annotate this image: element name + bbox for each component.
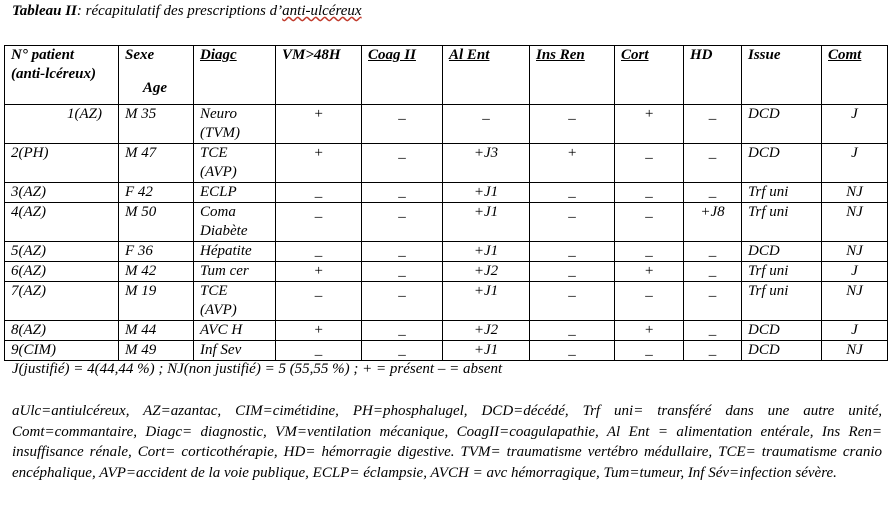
- cell-issue: Trf uni: [742, 183, 822, 203]
- cell-insren: _: [530, 242, 615, 262]
- cell-vm: _: [276, 203, 362, 242]
- cell-insren: _: [530, 203, 615, 242]
- cell-insren: _: [530, 282, 615, 321]
- cell-vm: _: [276, 341, 362, 361]
- cell-comt: NJ: [822, 282, 888, 321]
- cell-cort: +: [615, 321, 684, 341]
- cell-hd: _: [684, 262, 742, 282]
- header-alent: Al Ent: [443, 46, 530, 105]
- cell-sexe-age: M 42: [119, 262, 194, 282]
- cell-cort: +: [615, 105, 684, 144]
- table-caption: [12, 2, 362, 20]
- cell-coag: _: [362, 341, 443, 361]
- cell-comt: J: [822, 262, 888, 282]
- cell-insren: _: [530, 105, 615, 144]
- cell-cort: _: [615, 144, 684, 183]
- cell-insren: _: [530, 262, 615, 282]
- cell-patient: 1(AZ): [5, 105, 119, 144]
- cell-comt: J: [822, 321, 888, 341]
- cell-issue: Trf uni: [742, 203, 822, 242]
- header-comt: Comt: [822, 46, 888, 105]
- cell-hd: _: [684, 282, 742, 321]
- cell-comt: NJ: [822, 203, 888, 242]
- caption-text: : récapitulatif des prescriptions d’: [76, 3, 283, 19]
- header-coag: Coag II: [362, 46, 443, 105]
- cell-coag: _: [362, 203, 443, 242]
- cell-vm: +: [276, 262, 362, 282]
- cell-patient: 8(AZ): [5, 321, 119, 341]
- header-issue: Issue: [742, 46, 822, 105]
- cell-patient: 6(AZ): [5, 262, 119, 282]
- cell-patient: 9(CIM): [5, 341, 119, 361]
- cell-patient: 4(AZ): [5, 203, 119, 242]
- cell-issue: DCD: [742, 144, 822, 183]
- cell-alent: +J1: [443, 341, 530, 361]
- header-sexe-age: Sexe Age: [119, 46, 194, 105]
- cell-diagnostic: TCE (AVP): [194, 282, 276, 321]
- table-row: [5, 144, 888, 183]
- cell-insren: +: [530, 144, 615, 183]
- table-header-row: [5, 46, 888, 105]
- header-insren: Ins Ren: [530, 46, 615, 105]
- cell-cort: _: [615, 242, 684, 262]
- cell-issue: DCD: [742, 242, 822, 262]
- table-row: [5, 203, 888, 242]
- cell-alent: +J1: [443, 282, 530, 321]
- table-row: [5, 105, 888, 144]
- cell-issue: Trf uni: [742, 262, 822, 282]
- cell-vm: _: [276, 282, 362, 321]
- cell-diagnostic: Coma Diabète: [194, 203, 276, 242]
- cell-coag: _: [362, 242, 443, 262]
- cell-vm: +: [276, 321, 362, 341]
- header-patient: N° patient (anti-lcéreux): [5, 46, 119, 105]
- cell-sexe-age: M 44: [119, 321, 194, 341]
- cell-sexe-age: M 47: [119, 144, 194, 183]
- cell-diagnostic: Neuro (TVM): [194, 105, 276, 144]
- cell-vm: _: [276, 242, 362, 262]
- cell-patient: 2(PH): [5, 144, 119, 183]
- cell-vm: _: [276, 183, 362, 203]
- cell-cort: +: [615, 262, 684, 282]
- cell-hd: _: [684, 341, 742, 361]
- cell-vm: +: [276, 105, 362, 144]
- cell-sexe-age: M 50: [119, 203, 194, 242]
- abbreviations-paragraph: aUlc=antiulcéreux, AZ=azantac, CIM=cimétidine, PH=phosphalugel, DCD=décédé, Trf uni= transféré dans une autre unité, Comt=commantaire, Diagc= diagnostic, VM=ventilation mécanique, CoagII=coagulapathie, Al Ent = alimentation entérale, Ins Ren= insuffisance rénale, Cort= corticothérapie, HD= hémorragie digestive. TVM= traumatisme vertébro médullaire, TCE= traumatisme cranio encéphalique, AVP=accident de la voie publique, ECLP= éclampsie, AVCH = avc hémorragique, Tum=tumeur, Inf Sév=infection sévère.: [12, 403, 882, 481]
- cell-coag: _: [362, 321, 443, 341]
- cell-sexe-age: M 35: [119, 105, 194, 144]
- cell-patient: 7(AZ): [5, 282, 119, 321]
- cell-diagnostic: ECLP: [194, 183, 276, 203]
- cell-comt: NJ: [822, 242, 888, 262]
- cell-diagnostic: Hépatite: [194, 242, 276, 262]
- cell-sexe-age: M 49: [119, 341, 194, 361]
- cell-alent: +J1: [443, 203, 530, 242]
- cell-cort: _: [615, 203, 684, 242]
- table-row: [5, 262, 888, 282]
- cell-comt: NJ: [822, 183, 888, 203]
- header-vm: VM>48H: [276, 46, 362, 105]
- cell-issue: Trf uni: [742, 282, 822, 321]
- cell-comt: J: [822, 144, 888, 183]
- legend-line: J(justifié) = 4(44,44 %) ; NJ(non justifié) = 5 (55,55 %) ; + = présent – = absent: [12, 361, 503, 377]
- table-row: [5, 341, 888, 361]
- cell-alent: +J2: [443, 321, 530, 341]
- cell-alent: +J1: [443, 242, 530, 262]
- table-row: [5, 242, 888, 262]
- cell-coag: _: [362, 144, 443, 183]
- cell-patient: 5(AZ): [5, 242, 119, 262]
- header-diagc: Diagc: [194, 46, 276, 105]
- cell-cort: _: [615, 282, 684, 321]
- cell-diagnostic: Tum cer: [194, 262, 276, 282]
- cell-insren: _: [530, 183, 615, 203]
- caption-label: Tableau II: [12, 3, 77, 19]
- cell-alent: +J3: [443, 144, 530, 183]
- cell-alent: +J1: [443, 183, 530, 203]
- cell-hd: _: [684, 321, 742, 341]
- cell-patient: 3(AZ): [5, 183, 119, 203]
- cell-issue: DCD: [742, 105, 822, 144]
- cell-diagnostic: TCE (AVP): [194, 144, 276, 183]
- cell-coag: _: [362, 262, 443, 282]
- table-row: [5, 321, 888, 341]
- cell-hd: _: [684, 183, 742, 203]
- cell-alent: +J2: [443, 262, 530, 282]
- cell-coag: _: [362, 183, 443, 203]
- cell-comt: NJ: [822, 341, 888, 361]
- cell-hd: _: [684, 144, 742, 183]
- cell-vm: +: [276, 144, 362, 183]
- cell-cort: _: [615, 341, 684, 361]
- cell-hd: +J8: [684, 203, 742, 242]
- header-hd: HD: [684, 46, 742, 105]
- cell-comt: J: [822, 105, 888, 144]
- cell-sexe-age: M 19: [119, 282, 194, 321]
- header-cort: Cort: [615, 46, 684, 105]
- cell-insren: _: [530, 321, 615, 341]
- cell-alent: _: [443, 105, 530, 144]
- prescriptions-table: [4, 45, 888, 361]
- caption-keyword: anti-ulcéreux: [282, 3, 362, 19]
- table-row: [5, 282, 888, 321]
- cell-issue: DCD: [742, 341, 822, 361]
- cell-diagnostic: Inf Sev: [194, 341, 276, 361]
- cell-cort: _: [615, 183, 684, 203]
- cell-sexe-age: F 36: [119, 242, 194, 262]
- cell-hd: _: [684, 105, 742, 144]
- cell-hd: _: [684, 242, 742, 262]
- cell-coag: _: [362, 105, 443, 144]
- cell-diagnostic: AVC H: [194, 321, 276, 341]
- cell-sexe-age: F 42: [119, 183, 194, 203]
- table-row: [5, 183, 888, 203]
- cell-issue: DCD: [742, 321, 822, 341]
- cell-insren: _: [530, 341, 615, 361]
- cell-coag: _: [362, 282, 443, 321]
